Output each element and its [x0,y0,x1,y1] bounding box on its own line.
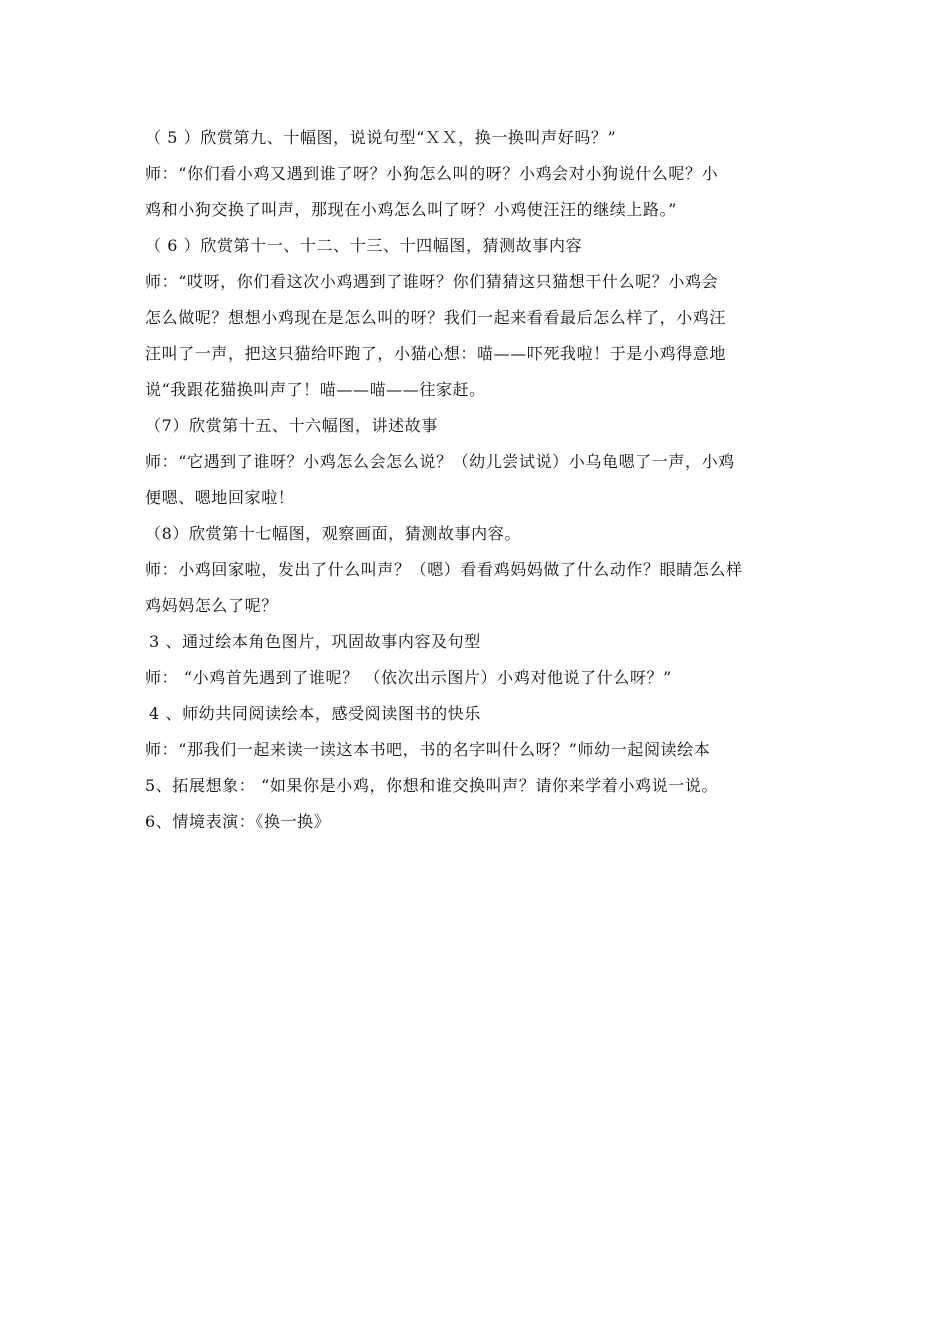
paragraph-line: 师： “小鸡首先遇到了谁呢？ （依次出示图片）小鸡对他说了什么呀？” [145,668,672,687]
section-heading-6: （ 6 ）欣赏第十一、十二、十三、十四幅图，猜测故事内容 [145,236,583,255]
section-heading-8: （8）欣赏第十七幅图，观察画面，猜测故事内容。 [145,524,521,543]
paragraph-line: 鸡和小狗交换了叫声，那现在小鸡怎么叫了呀？小鸡使汪汪的继续上路。” [145,200,677,219]
section-heading-7: （7）欣赏第十五、十六幅图，讲述故事 [145,416,438,435]
paragraph-line: 师：“哎呀，你们看这次小鸡遇到了谁呀？你们猜猜这只猫想干什么呢？小鸡会 [145,272,719,291]
paragraph-line: 师：小鸡回家啦，发出了什么叫声？（嗯）看看鸡妈妈做了什么动作？眼睛怎么样 [145,560,743,579]
paragraph-line: 鸡妈妈怎么了呢？ [145,596,278,615]
paragraph-line: 师：“它遇到了谁呀？小鸡怎么会怎么说？（幼儿尝试说）小乌龟嗯了一声，小鸡 [145,452,735,471]
section-heading-5: （ 5 ）欣赏第九、十幅图，说说句型“ＸＸ，换一换叫声好吗？” [145,128,617,147]
paragraph-line: 便嗯、嗯地回家啦！ [145,488,295,507]
section-heading-step-5: 5、拓展想象： “如果你是小鸡，你想和谁交换叫声？请你来学着小鸡说一说。 [145,776,719,795]
paragraph-line: 师：“你们看小鸡又遇到谁了呀？小狗怎么叫的呀？小鸡会对小狗说什么呢？小 [145,164,719,183]
section-heading-step-4: 4 、师幼共同阅读绘本，感受阅读图书的快乐 [149,704,481,723]
paragraph-line: 师：“那我们一起来读一读这本书吧，书的名字叫什么呀？”师幼一起阅读绘本 [145,740,711,759]
section-heading-step-3: 3 、通过绘本角色图片，巩固故事内容及句型 [149,632,481,651]
paragraph-line: 怎么做呢？想想小鸡现在是怎么叫的呀？我们一起来看看最后怎么样了，小鸡汪 [145,308,727,327]
document-body [145,120,815,840]
paragraph-line: 汪叫了一声，把这只猫给吓跑了，小猫心想：喵——吓死我啦！于是小鸡得意地 [145,344,727,363]
paragraph-line: 说“我跟花猫换叫声了！喵——喵——往家赶。 [145,380,486,399]
section-heading-step-6: 6、情境表演：《换一换》 [145,812,331,831]
